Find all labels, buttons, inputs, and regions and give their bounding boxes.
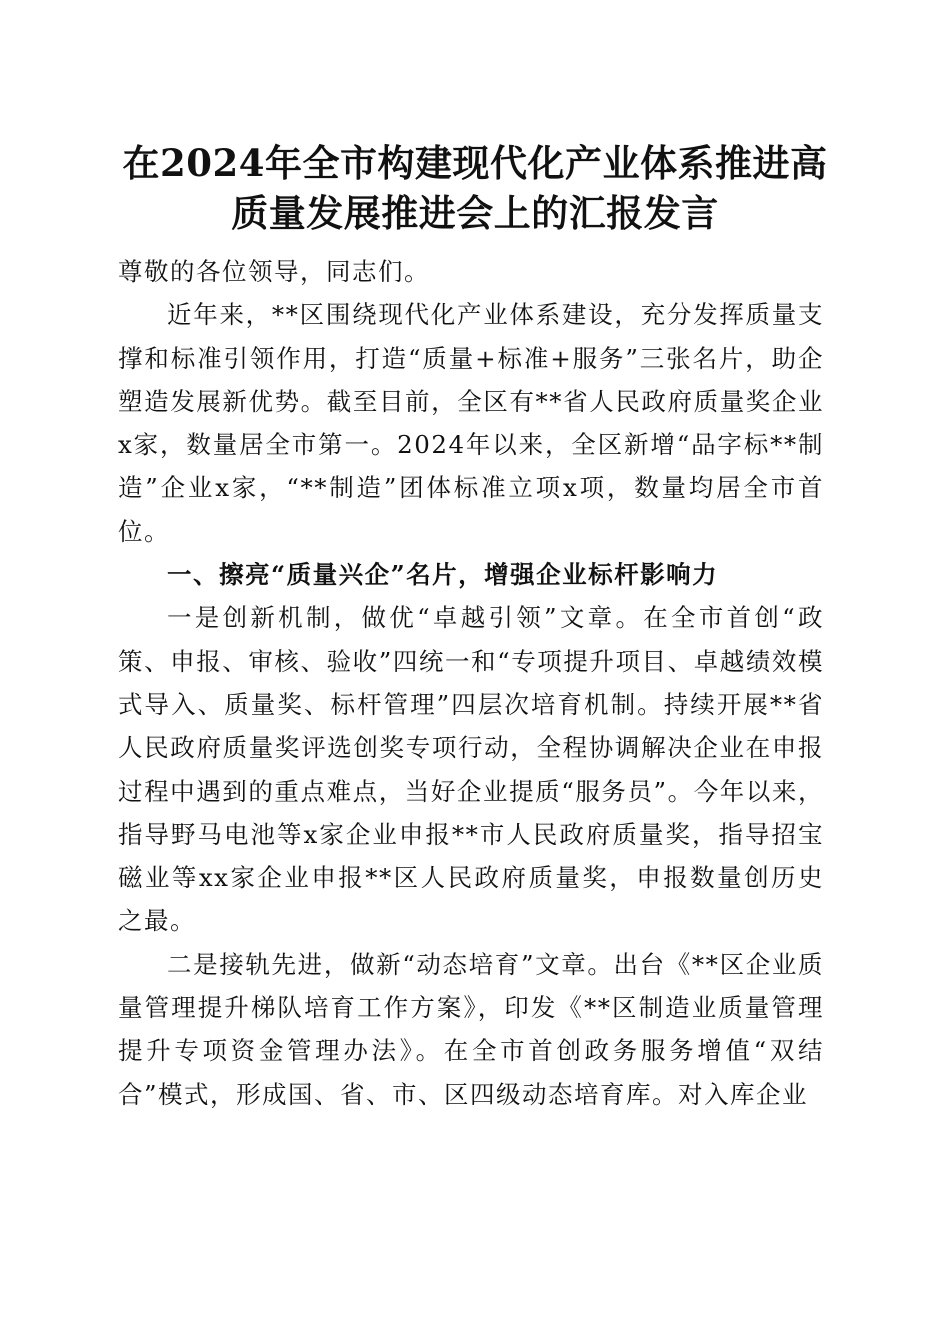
intro-paragraph: 近年来，**区围绕现代化产业体系建设，充分发挥质量支撑和标准引领作用，打造“质量+标准+服务”三张名片，助企塑造发展新优势。截至目前，全区有**省人民政府质量奖企业x家，数量居全市第一。2024年以来，全区新增“品字标**制造”企业x家，“**制造”团体标准立项x项，数量均居全市首位。 (118, 300, 824, 546)
salutation: 尊敬的各位领导，同志们。 (118, 257, 430, 286)
document-body (118, 250, 824, 1116)
document-title: 在2024年全市构建现代化产业体系推进高质量发展推进会上的汇报发言 (122, 141, 828, 235)
section-1-heading: 一、擦亮“质量兴企”名片，增强企业标杆影响力 (167, 560, 719, 590)
paragraph-1: 一是创新机制，做优“卓越引领”文章。在全市首创“政策、申报、审核、验收”四统一和“专项提升项目、卓越绩效模式导入、质量奖、标杆管理”四层次培育机制。持续开展**省人民政府质量奖评选创奖专项行动，全程协调解决企业在申报过程中遇到的重点难点，当好企业提质“服务员”。今年以来，指导野马电池等x家企业申报**市人民政府质量奖，指导招宝磁业等xx家企业申报**区人民政府质量奖，申报数量创历史之最。 (118, 603, 824, 936)
paragraph-2: 二是接轨先进，做新“动态培育”文章。出台《**区企业质量管理提升梯队培育工作方案》，印发《**区制造业质量管理提升专项资金管理办法》。在全市首创政务服务增值“双结合”模式，形成国、省、市、区四级动态培育库。对入库企业 (118, 949, 824, 1109)
